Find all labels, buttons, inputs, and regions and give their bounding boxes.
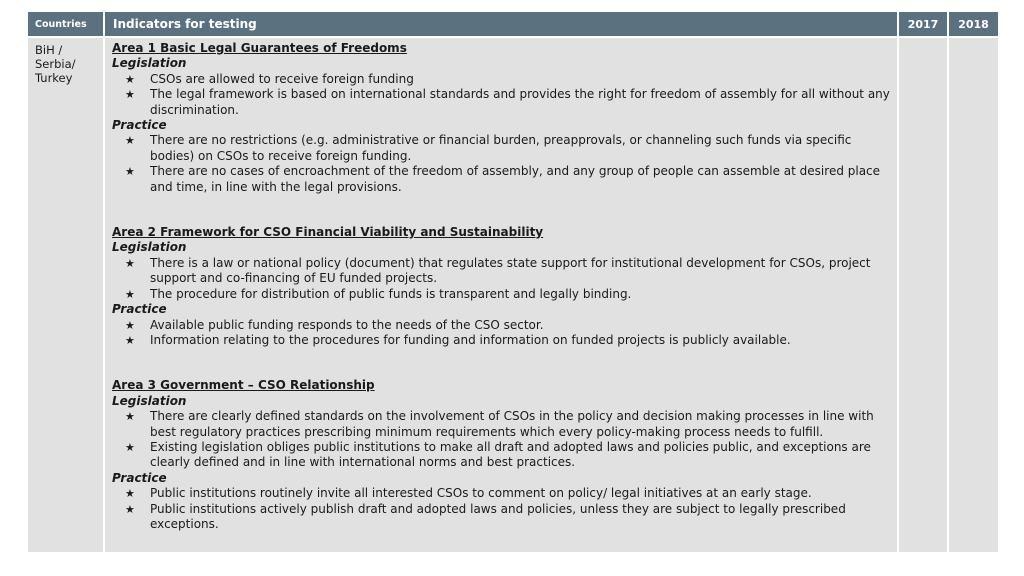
list-item: ★ The procedure for distribution of public funds is transparent and legally binding.: [125, 286, 632, 301]
header-indicators: Indicators for testing: [105, 12, 897, 36]
star-bullet-icon: ★: [125, 256, 135, 270]
country-line: Serbia/: [35, 57, 76, 71]
list-item: ★ There are no restrictions (e.g. administrative or financial burden, preapprovals, or channeling such funds via specific bodies) on CSOs to receive foreign funding.: [125, 133, 852, 163]
star-bullet-icon: ★: [125, 487, 135, 501]
list-item: ★ There are no cases of encroachment of the freedom of assembly, and any group of people can assemble at desired place and time, in line with the legal provisions.: [125, 164, 881, 194]
star-bullet-icon: ★: [125, 410, 135, 424]
legislation-list: [112, 409, 891, 471]
indicators-cell: [105, 38, 897, 552]
list-item: ★ Information relating to the procedures for funding and information on funded projects is publicly available.: [125, 332, 791, 347]
area-title: Area 2 Framework for CSO Financial Viability and Sustainability: [112, 225, 544, 240]
area-title: Area 3 Government – CSO Relationship: [112, 378, 375, 393]
list-item: ★ Public institutions routinely invite all interested CSOs to comment on policy/ legal initiatives at an early stage.: [125, 486, 812, 501]
legislation-label: Legislation: [112, 56, 187, 71]
star-bullet-icon: ★: [125, 88, 135, 102]
area-1: [112, 41, 891, 195]
legislation-label: Legislation: [112, 393, 187, 408]
legislation-list: [112, 256, 891, 302]
practice-label: Practice: [112, 302, 167, 317]
practice-label: Practice: [112, 470, 167, 485]
header-year-2018: 2018: [949, 12, 998, 36]
country-line: Turkey: [35, 71, 73, 85]
list-item: ★ There are clearly defined standards on the involvement of CSOs in the policy and decision making processes in line with best regulatory practices prescribing minimum requirements which every policy-making process needs to fulfill.: [125, 409, 874, 439]
countries-cell: [28, 38, 103, 552]
practice-list: [112, 318, 891, 349]
country-line: BiH /: [35, 43, 63, 57]
practice-list: [112, 486, 891, 532]
legislation-list: [112, 72, 891, 118]
area-2: [112, 225, 891, 348]
star-bullet-icon: ★: [125, 165, 135, 179]
practice-list: [112, 133, 891, 195]
star-bullet-icon: ★: [125, 333, 135, 347]
star-bullet-icon: ★: [125, 134, 135, 148]
star-bullet-icon: ★: [125, 440, 135, 454]
header-year-2017: 2017: [899, 12, 947, 36]
list-item: ★ The legal framework is based on international standards and provides the right for freedom of assembly for all without any discrimination.: [125, 87, 890, 117]
area-3: [112, 378, 891, 532]
indicators-table: [28, 12, 996, 552]
list-item: ★ CSOs are allowed to receive foreign funding: [125, 71, 414, 86]
year-2017-cell: [899, 38, 947, 552]
year-2018-cell: [949, 38, 998, 552]
list-item: ★ Existing legislation obliges public institutions to make all draft and adopted laws and policies public, and exceptions are clearly defined and in line with international norms and best practices.: [125, 439, 871, 470]
list-item: ★ Available public funding responds to the needs of the CSO sector.: [125, 317, 544, 332]
area-title: Area 1 Basic Legal Guarantees of Freedoms: [112, 41, 407, 55]
star-bullet-icon: ★: [125, 502, 135, 516]
legislation-label: Legislation: [112, 240, 187, 255]
star-bullet-icon: ★: [125, 318, 135, 332]
practice-label: Practice: [112, 118, 167, 133]
list-item: ★ Public institutions actively publish draft and adopted laws and policies, unless they are subject to legally prescribed exceptions.: [125, 501, 846, 531]
star-bullet-icon: ★: [125, 72, 135, 86]
list-item: ★ There is a law or national policy (document) that regulates state support for institutional development for CSOs, project support and co-financing of EU funded projects.: [125, 255, 871, 286]
star-bullet-icon: ★: [125, 287, 135, 301]
header-countries: Countries: [28, 12, 103, 36]
